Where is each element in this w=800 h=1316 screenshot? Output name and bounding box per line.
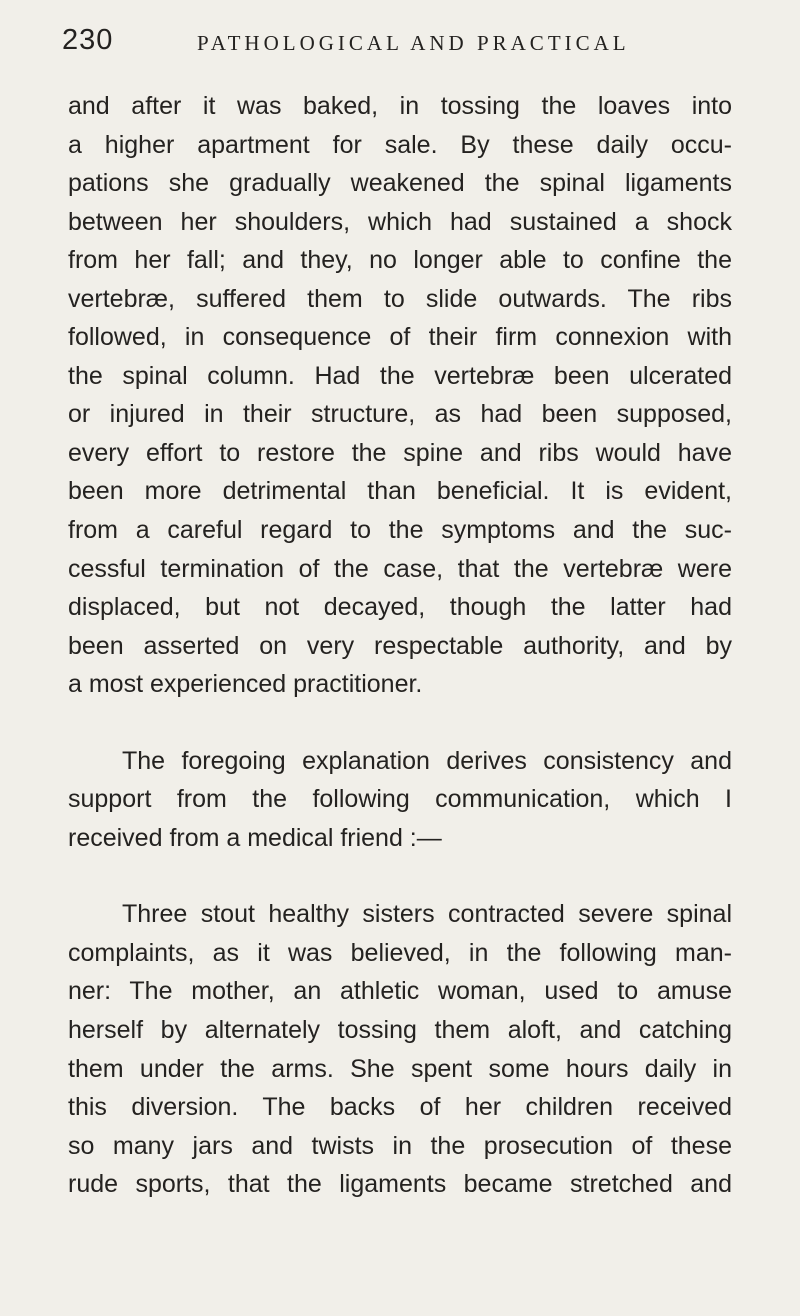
text-line: the spinal column. Had the vertebræ been ulcerated (68, 361, 732, 390)
text-line: received from a medical friend :— (68, 823, 442, 852)
text-line: this diversion. The backs of her children received (68, 1093, 732, 1122)
paragraph-2 (68, 742, 732, 858)
text-line: ner: The mother, an athletic woman, used to amuse (68, 977, 732, 1006)
text-line: cessful termination of the case, that the vertebræ were (68, 554, 732, 583)
text-line: vertebræ, suffered them to slide outwards. The ribs (68, 284, 732, 313)
text-line: or injured in their structure, as had been supposed, (68, 400, 732, 429)
text-line: a higher apartment for sale. By these daily occu- (68, 130, 732, 159)
running-head: PATHOLOGICAL AND PRACTICAL (197, 31, 630, 55)
page-header (0, 20, 800, 60)
paragraph-1 (68, 87, 732, 704)
text-line: herself by alternately tossing them aloft, and catching (68, 1016, 732, 1045)
text-line: from her fall; and they, no longer able to confine the (68, 246, 732, 275)
text-line: rude sports, that the ligaments became stretched and (68, 1170, 732, 1199)
text-line: The foregoing explanation derives consistency and (122, 746, 732, 775)
text-line: from a careful regard to the symptoms and the suc- (68, 516, 732, 545)
text-line: every effort to restore the spine and ribs would have (68, 438, 732, 467)
text-line: followed, in consequence of their firm connexion with (68, 323, 732, 352)
text-line: Three stout healthy sisters contracted severe spinal (122, 900, 732, 929)
body-text (68, 87, 732, 1204)
text-line: been more detrimental than beneficial. It is evident, (68, 477, 732, 506)
text-line: a most experienced practitioner. (68, 670, 423, 699)
text-line: been asserted on very respectable authority, and by (68, 631, 732, 660)
text-line: displaced, but not decayed, though the latter had (68, 593, 732, 622)
text-line: so many jars and twists in the prosecution of these (68, 1131, 732, 1160)
text-line: complaints, as it was believed, in the following man- (68, 938, 732, 967)
text-line: them under the arms. She spent some hours daily in (68, 1054, 732, 1083)
text-line: pations she gradually weakened the spinal ligaments (68, 169, 732, 198)
text-line: between her shoulders, which had sustained a shock (68, 207, 732, 236)
page-number: 230 (62, 24, 114, 56)
paragraph-3 (68, 895, 732, 1203)
text-line: and after it was baked, in tossing the loaves into (68, 92, 732, 120)
text-line: support from the following communication, which I (68, 785, 732, 814)
